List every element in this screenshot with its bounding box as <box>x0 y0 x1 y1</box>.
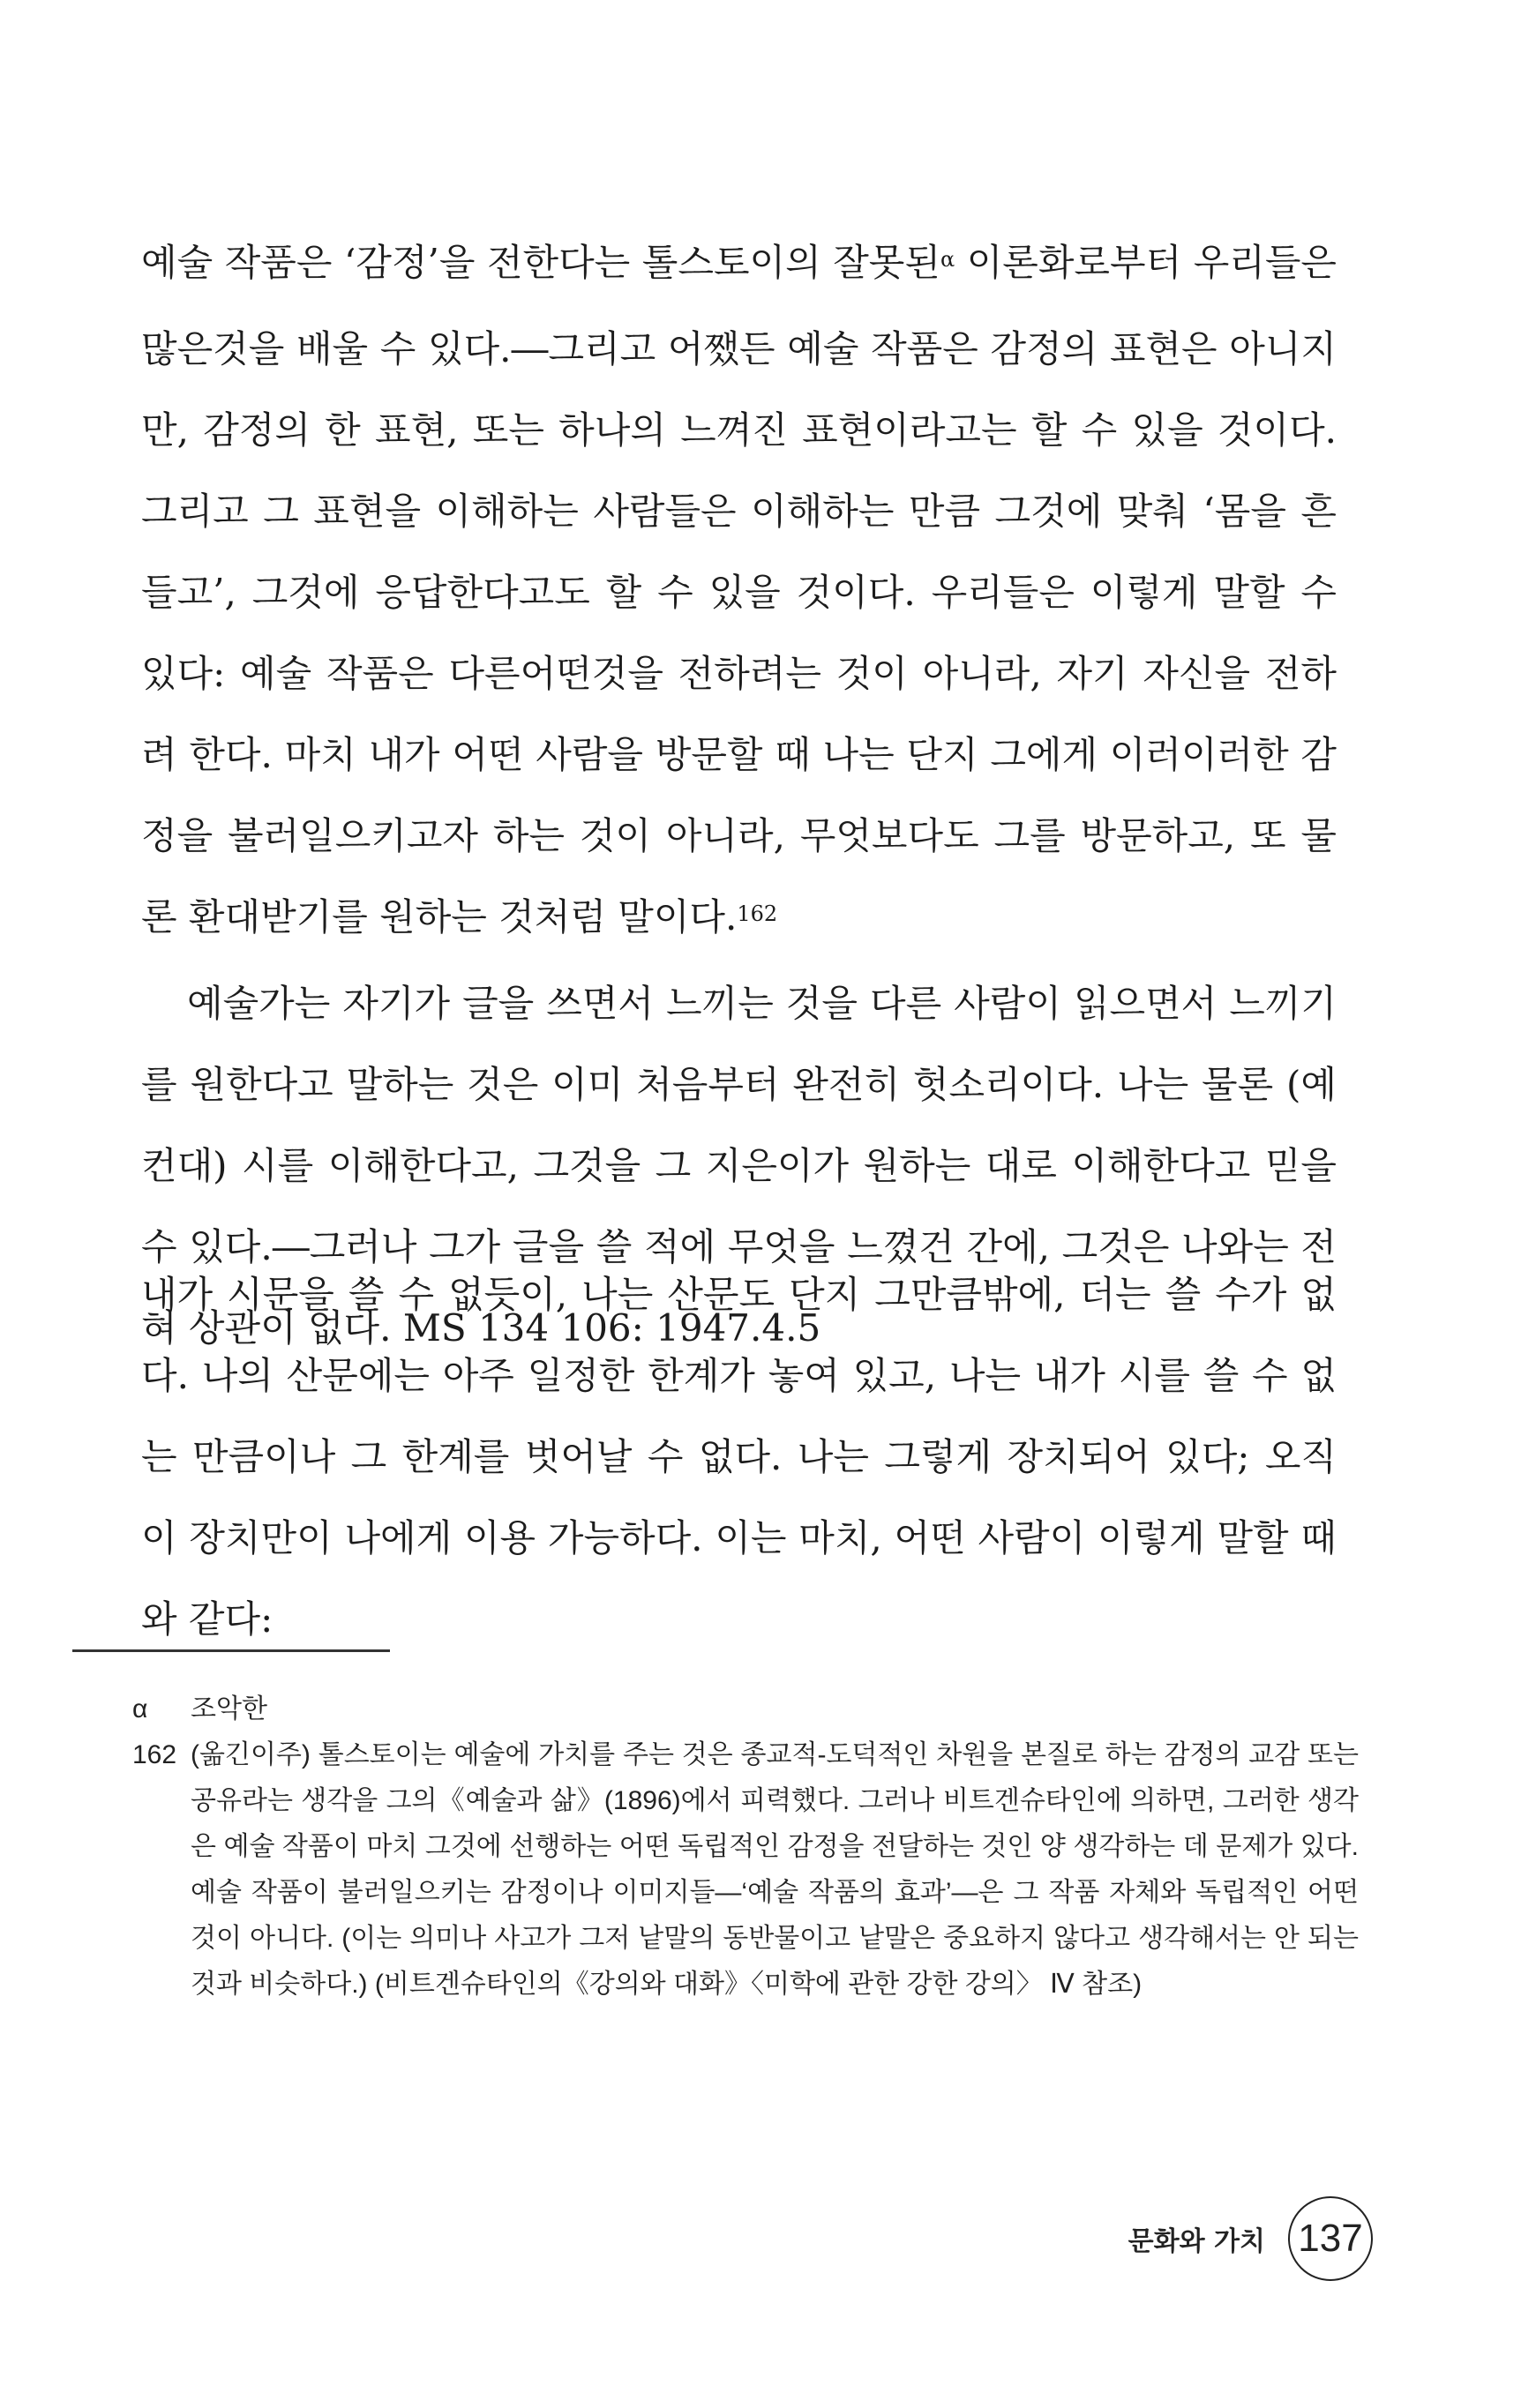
running-footer <box>1128 2196 1373 2281</box>
footnote-162 <box>132 1732 1359 2008</box>
footnote-marker-alpha: α <box>940 247 955 272</box>
passage-1-paragraph-2: 예술가는 자기가 글을 쓰면서 느끼는 것을 다른 사람이 읽으면서 느끼기를 원한다고 말하는 것은 이미 처음부터 완전히 헛소리이다. 나는 물론 (예컨대) 시를 이해한다고, 그것을 그 지은이가 원하는 대로 이해한다고 믿을 수 있다.―그러나 그가 글을 쓸 적에 무엇을 느꼈건 간에, 그것은 나와는 전혀 상관이 없다. MS 134 106: 1947.4.5 <box>141 982 1337 1350</box>
page-number: 137 <box>1288 2196 1373 2281</box>
footnote-divider <box>72 1649 390 1652</box>
passage-2 <box>141 1254 1337 1660</box>
paragraph-text: 예술 작품은 ‘감정’을 전한다는 톨스토이의 잘못된 <box>141 241 940 284</box>
footnotes <box>132 1686 1359 2008</box>
footnote-text: 조악한 <box>191 1694 267 1724</box>
footnote-reference-162: 162 <box>737 901 778 926</box>
passage-2-paragraph-1: 내가 시문을 쓸 수 없듯이, 나는 산문도 단지 그만큼밖에, 더는 쓸 수가 없다. 나의 산문에는 아주 일정한 한계가 놓여 있고, 나는 내가 시를 쓸 수 없는 만큼이나 그 한계를 벗어날 수 없다. 나는 그렇게 장치되어 있다; 오직 이 장치만이 나에게 이용 가능하다. 이는 마치, 어떤 사람이 이렇게 말할 때와 같다: <box>141 1273 1337 1641</box>
footnote-label: 162 <box>132 1740 177 1769</box>
passage-1-paragraph-1 <box>141 222 1337 963</box>
footnote-label: α <box>132 1694 148 1724</box>
passage-1 <box>141 222 1337 1369</box>
paragraph-text-continued: 이론화로부터 우리들은 많은것을 배울 수 있다.―그리고 어쨌든 예술 작품은 감정의 표현은 아니지만, 감정의 한 표현, 또는 하나의 느껴진 표현이라고는 할 수 있을 것이다. 그리고 그 표현을 이해하는 사람들은 이해하는 만큼 그것에 맞춰 ‘몸을 흔들고’, 그것에 응답한다고도 할 수 있을 것이다. 우리들은 이렇게 말할 수 있다: 예술 작품은 다른어떤것을 전하려는 것이 아니라, 자기 자신을 전하려 한다. 마치 내가 어떤 사람을 방문할 때 나는 단지 그에게 이러이러한 감정을 불러일으키고자 하는 것이 아니라, 무엇보다도 그를 방문하고, 또 물론 환대받기를 원하는 것처럼 말이다. <box>141 241 1337 939</box>
footnote-alpha <box>132 1686 1359 1732</box>
section-title: 문화와 가치 <box>1128 2226 1265 2257</box>
footnote-text: (옮긴이주) 톨스토이는 예술에 가치를 주는 것은 종교적-도덕적인 차원을 본질로 하는 감정의 교감 또는 공유라는 생각을 그의《예술과 삶》(1896)에서 피력했다. 그러나 비트겐슈타인에 의하면, 그러한 생각은 예술 작품이 마치 그것에 선행하는 어떤 독립적인 감정을 전달하는 것인 양 생각하는 데 문제가 있다. 예술 작품이 불러일으키는 감정이나 이미지들―‘예술 작품의 효과’―은 그 작품 자체와 독립적인 어떤 것이 아니다. (이는 의미나 사고가 그저 낱말의 동반물이고 낱말은 중요하지 않다고 생각해서는 안 되는 것과 비슷하다.) (비트겐슈타인의《강의와 대화》〈미학에 관한 강한 강의〉 Ⅳ 참조) <box>191 1740 1359 1999</box>
